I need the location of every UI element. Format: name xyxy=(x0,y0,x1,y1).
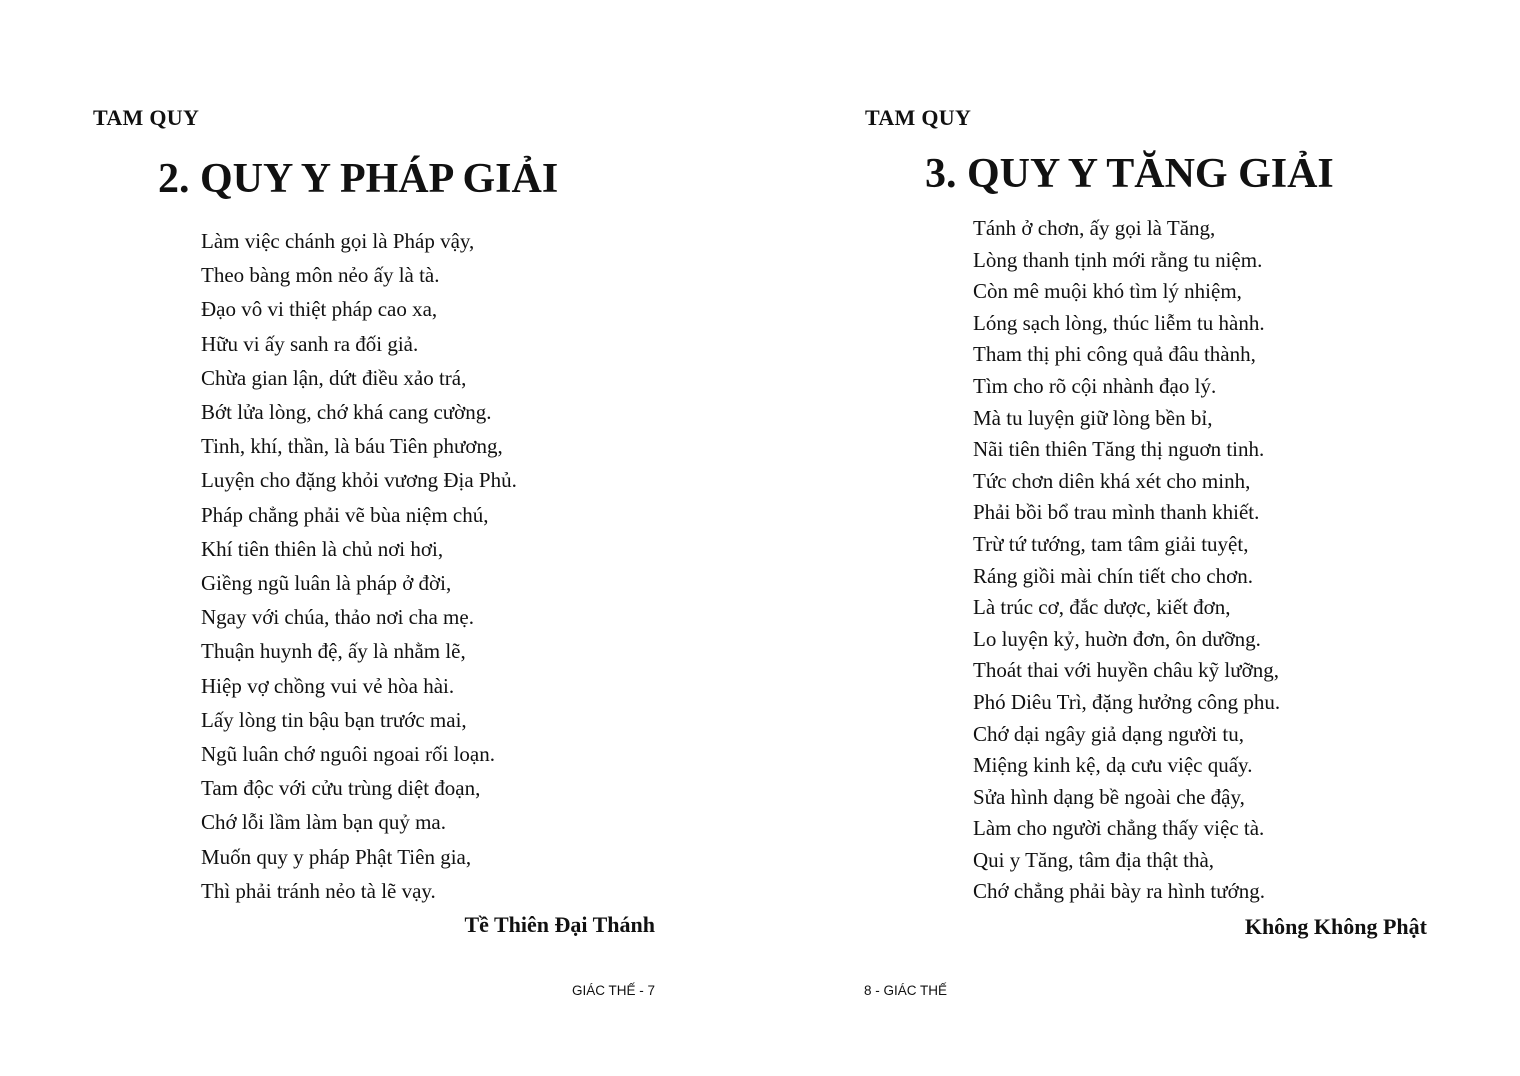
verse-line: Là trúc cơ, đắc dược, kiết đơn, xyxy=(973,595,1231,620)
verse-line: Mà tu luyện giữ lòng bền bỉ, xyxy=(973,405,1213,430)
verse-line: Phải bồi bổ trau mình thanh khiết. xyxy=(973,500,1260,525)
verse-line: Pháp chẳng phải vẽ bùa niệm chú, xyxy=(201,502,489,527)
verse-line: Lóng sạch lòng, thúc liễm tu hành. xyxy=(973,310,1265,335)
verse-line: Chừa gian lận, dứt điều xảo trá, xyxy=(201,365,467,390)
verse-line: Trừ tứ tướng, tam tâm giải tuyệt, xyxy=(973,531,1249,556)
verse-line: Tức chơn diên khá xét cho minh, xyxy=(973,468,1251,493)
page-footer: GIÁC THẾ - 7 xyxy=(571,983,655,998)
verse-line: Bớt lửa lòng, chớ khá cang cường. xyxy=(201,400,492,425)
verse-line: Khí tiên thiên là chủ nơi hơi, xyxy=(201,536,444,561)
verse-line: Tinh, khí, thần, là báu Tiên phương, xyxy=(201,434,503,459)
poem-title: 3. QUY Y TĂNG GIẢI xyxy=(925,151,1334,197)
verse-line: Làm cho người chẳng thấy việc tà. xyxy=(973,816,1265,841)
verse-line: Tham thị phi công quả đâu thành, xyxy=(973,342,1256,367)
author-signature: Tề Thiên Đại Thánh xyxy=(464,912,655,937)
verse-line: Ráng giồi mài chín tiết cho chơn. xyxy=(973,563,1253,588)
poem-title: 2. QUY Y PHÁP GIẢI xyxy=(158,156,559,202)
verse-line: Tìm cho rõ cội nhành đạo lý. xyxy=(973,373,1217,398)
verse-line: Hiệp vợ chồng vui vẻ hòa hài. xyxy=(201,673,455,698)
verse-line: Miệng kinh kệ, dạ cưu việc quấy. xyxy=(973,753,1253,778)
verse-line: Hữu vi ấy sanh ra đối giả. xyxy=(201,331,419,356)
verse-line: Theo bàng môn nẻo ấy là tà. xyxy=(201,263,440,288)
verse-line: Thoát thai với huyền châu kỹ lưỡng, xyxy=(973,658,1279,683)
verse-line: Giềng ngũ luân là pháp ở đời, xyxy=(201,571,452,596)
verse-line: Ngay với chúa, thảo nơi cha mẹ. xyxy=(201,605,474,630)
verse-line: Thì phải tránh nẻo tà lẽ vạy. xyxy=(201,878,436,903)
running-head: TAM QUY xyxy=(93,105,200,130)
verse-line: Chớ dại ngây giả dạng người tu, xyxy=(973,721,1244,746)
verse-line: Thuận huynh đệ, ấy là nhằm lẽ, xyxy=(201,639,466,664)
verse-line: Còn mê muội khó tìm lý nhiệm, xyxy=(973,279,1242,304)
author-signature: Không Không Phật xyxy=(1244,914,1427,939)
page-footer: 8 - GIÁC THẾ xyxy=(864,983,948,998)
verse-line: Sửa hình dạng bề ngoài che đậy, xyxy=(973,784,1245,809)
verse-line: Qui y Tăng, tâm địa thật thà, xyxy=(973,847,1215,872)
verse-line: Ngũ luân chớ nguôi ngoai rối loạn. xyxy=(201,742,495,767)
poem-verses xyxy=(973,213,1280,908)
verse-line: Làm việc chánh gọi là Pháp vậy, xyxy=(201,229,475,253)
verse-line: Tam độc với cửu trùng diệt đoạn, xyxy=(201,776,481,801)
running-head: TAM QUY xyxy=(865,105,972,130)
verse-line: Chớ lỗi lầm làm bạn quỷ ma. xyxy=(201,810,446,835)
verse-line: Đạo vô vi thiệt pháp cao xa, xyxy=(201,297,438,322)
verse-line: Luyện cho đặng khỏi vương Địa Phủ. xyxy=(201,468,517,493)
verse-line: Muốn quy y pháp Phật Tiên gia, xyxy=(201,844,472,869)
verse-line: Tánh ở chơn, ấy gọi là Tăng, xyxy=(973,216,1216,240)
verse-line: Phó Diêu Trì, đặng hưởng công phu. xyxy=(973,689,1281,714)
verse-line: Chớ chẳng phải bày ra hình tướng. xyxy=(973,879,1265,904)
right-page xyxy=(760,0,1520,1076)
poem-verses xyxy=(201,224,517,908)
verse-line: Lấy lòng tin bậu bạn trước mai, xyxy=(201,707,467,732)
verse-line: Nãi tiên thiên Tăng thị nguơn tinh. xyxy=(973,437,1265,462)
verse-line: Lòng thanh tịnh mới rằng tu niệm. xyxy=(973,247,1263,272)
verse-line: Lo luyện kỷ, huờn đơn, ôn dưỡng. xyxy=(973,626,1261,651)
